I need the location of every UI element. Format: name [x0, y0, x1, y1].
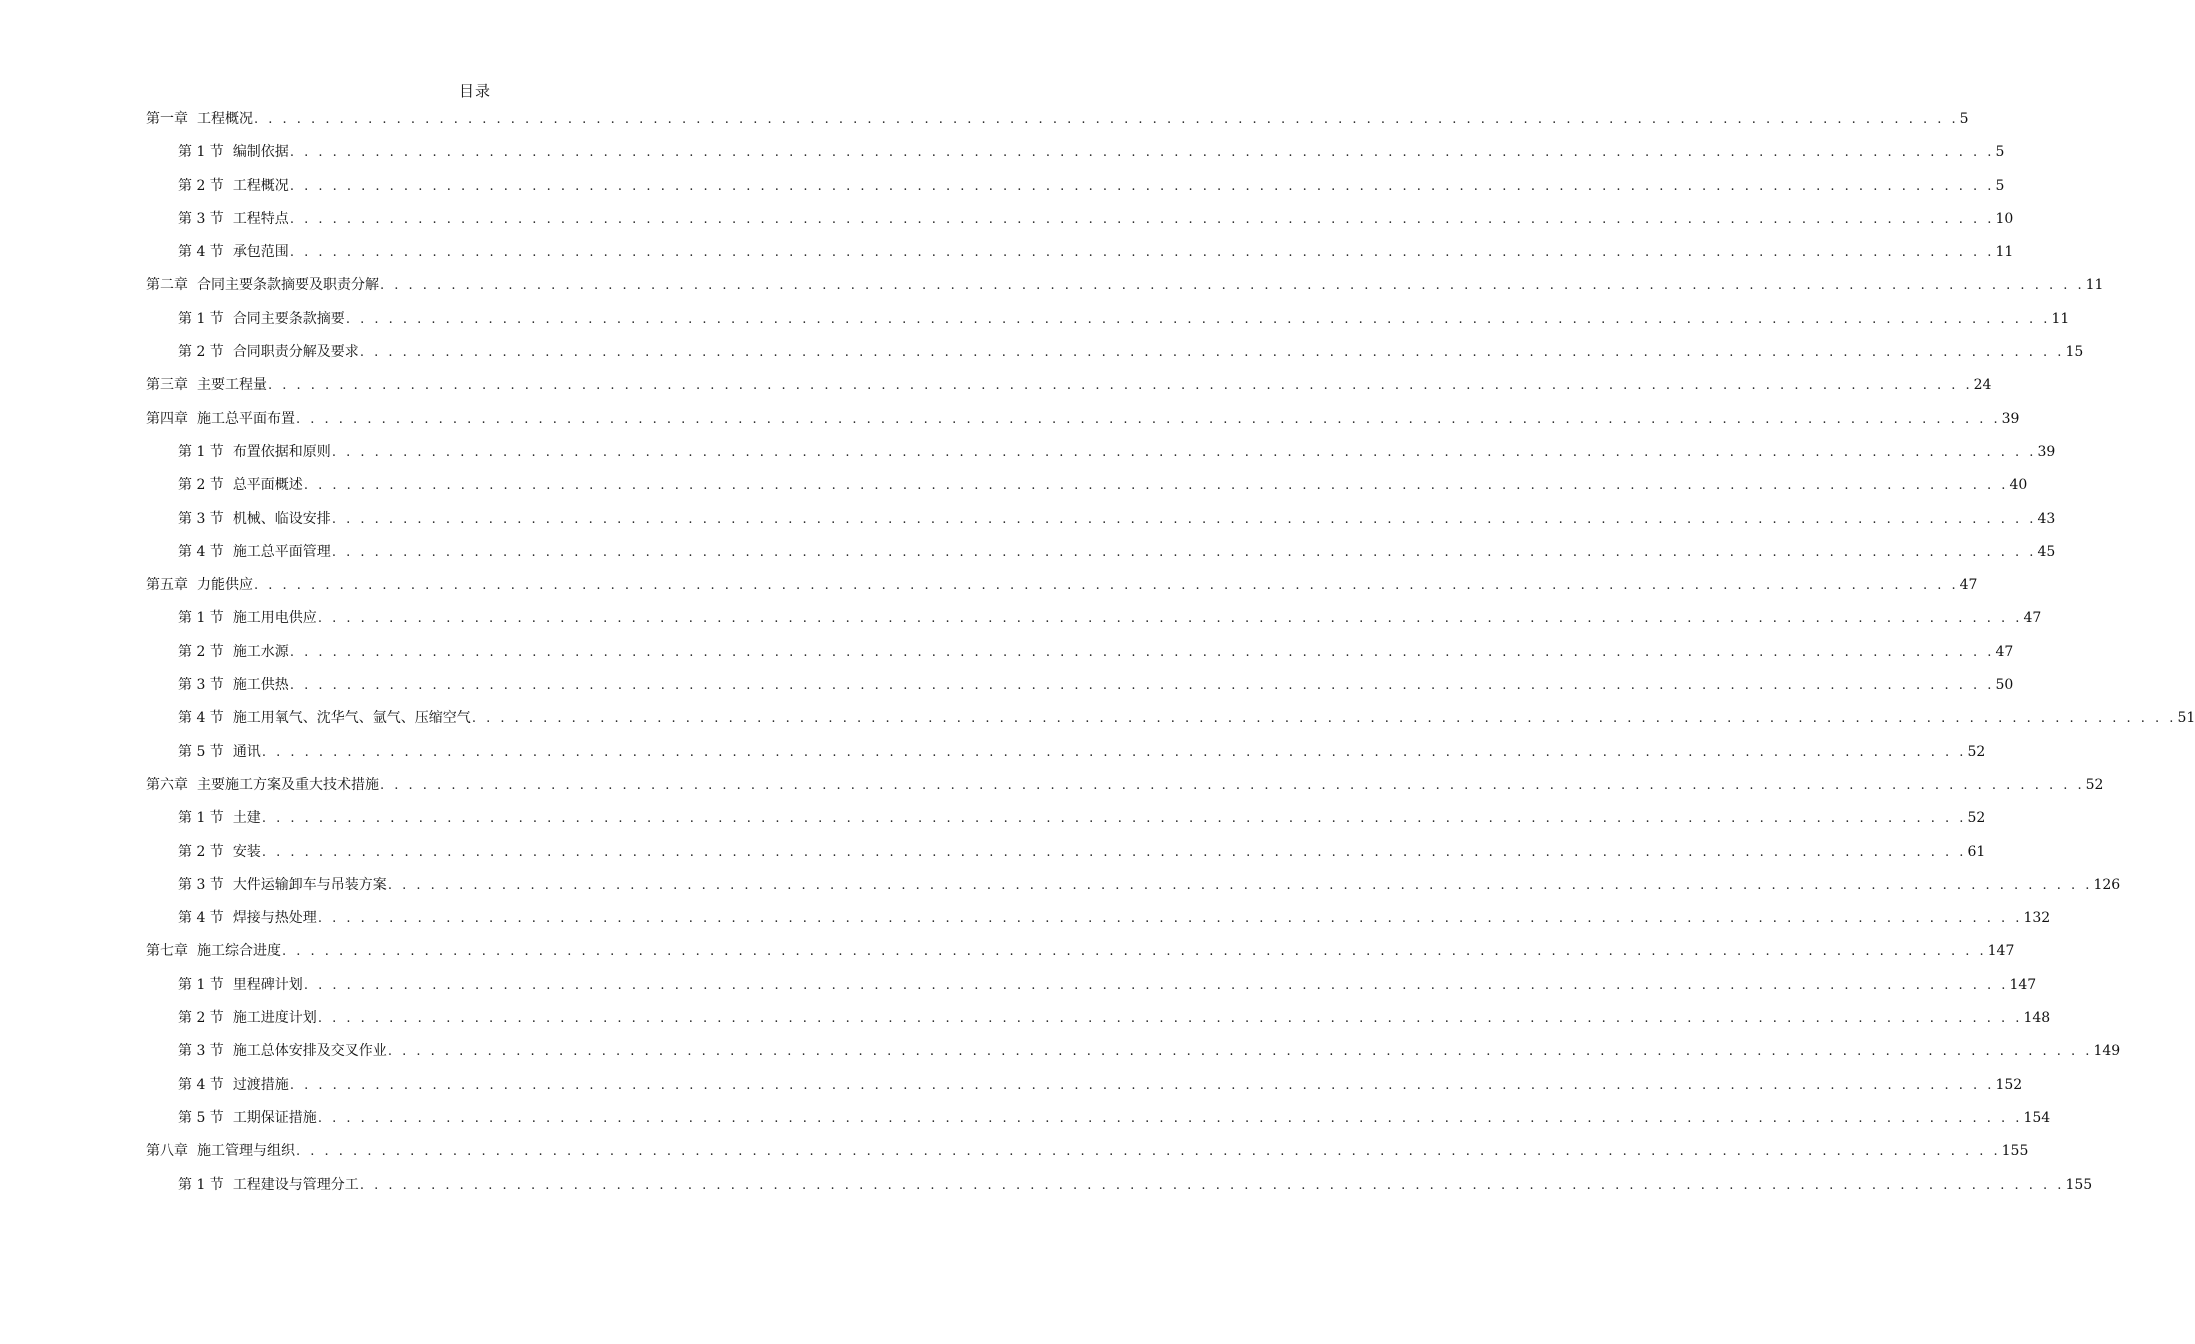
toc-entry-text: 焊接与热处理: [232, 910, 317, 927]
toc-entry-label: [178, 602, 317, 635]
toc-dot-leader: . . . . . . . . . . . . . . . . . . . . . . . . . . . . . . . . . . . . . . . . . . . . . . . . . . . . . . . . . . . . . . . . . . . . . . . . . . . . . . . . . . . . . . . . . . . . . . . . . . . . . . . . . . . . . . . . . . . . . . . .: [289, 678, 1995, 694]
toc-entry-section[interactable]: [146, 503, 2056, 536]
toc-entry-page-number: 148: [2023, 1010, 2051, 1027]
toc-entry-page-number: 52: [2085, 776, 2104, 793]
toc-entry-label: [178, 436, 331, 469]
toc-dot-leader: . . . . . . . . . . . . . . . . . . . . . . . . . . . . . . . . . . . . . . . . . . . . . . . . . . . . . . . . . . . . . . . . . . . . . . . . . . . . . . . . . . . . . . . . . . . . . . . . . . . . . . . . . . . . . . . . . . . . . . . .: [317, 911, 2023, 927]
toc-dot-leader: . . . . . . . . . . . . . . . . . . . . . . . . . . . . . . . . . . . . . . . . . . . . . . . . . . . . . . . . . . . . . . . . . . . . . . . . . . . . . . . . . . . . . . . . . . . . . . . . . . . . . . . . . . . . . . . . . . . . . . . .: [471, 711, 2177, 727]
toc-entry-page-number: 52: [1967, 810, 1986, 827]
toc-entry-section[interactable]: [146, 336, 2084, 369]
toc-entry-label: [146, 769, 379, 802]
toc-dot-leader: . . . . . . . . . . . . . . . . . . . . . . . . . . . . . . . . . . . . . . . . . . . . . . . . . . . . . . . . . . . . . . . . . . . . . . . . . . . . . . . . . . . . . . . . . . . . . . . . . . . . . . . . . . . . . . . . . . . . . . . .: [254, 112, 1959, 127]
toc-entry-label: [178, 669, 289, 702]
toc-entry-chapter[interactable]: [146, 369, 1992, 402]
toc-entry-number: 第 3 节: [178, 510, 224, 527]
toc-entry-page-number: 11: [2051, 310, 2070, 327]
toc-entry-label: [146, 269, 379, 302]
toc-entry-label: [178, 1035, 387, 1068]
toc-dot-leader: . . . . . . . . . . . . . . . . . . . . . . . . . . . . . . . . . . . . . . . . . . . . . . . . . . . . . . . . . . . . . . . . . . . . . . . . . . . . . . . . . . . . . . . . . . . . . . . . . . . . . . . . . . . . . . . . . . . . . . . .: [268, 378, 1973, 394]
toc-entry-section[interactable]: [146, 969, 2037, 1002]
toc-entry-text: 布置依据和原则: [232, 443, 331, 460]
toc-entry-label: [178, 969, 303, 1002]
toc-dot-leader: . . . . . . . . . . . . . . . . . . . . . . . . . . . . . . . . . . . . . . . . . . . . . . . . . . . . . . . . . . . . . . . . . . . . . . . . . . . . . . . . . . . . . . . . . . . . . . . . . . . . . . . . . . . . . . . . . . . . . . . .: [289, 211, 1995, 227]
toc-entry-label: [178, 1069, 289, 1102]
toc-entry-page-number: 155: [2001, 1143, 2029, 1160]
toc-entry-text: 工程建设与管理分工: [232, 1176, 359, 1193]
toc-entry-label: [178, 536, 331, 569]
toc-entry-text: 施工总平面管理: [232, 543, 331, 560]
toc-entry-page-number: 52: [1967, 743, 1986, 760]
toc-entry-text: 过渡措施: [232, 1076, 289, 1093]
toc-entry-label: [178, 636, 289, 669]
toc-entry-label: [178, 702, 471, 735]
toc-entry-label: [178, 836, 261, 869]
toc-entry-number: 第 2 节: [178, 344, 224, 361]
toc-entry-number: 第 2 节: [178, 843, 224, 860]
toc-entry-text: 工程特点: [232, 210, 289, 227]
toc-entry-page-number: 51: [2177, 710, 2195, 727]
toc-entry-section[interactable]: [146, 1035, 2121, 1068]
toc-entry-text: 工程概况: [232, 177, 289, 194]
toc-entry-number: 第 5 节: [178, 1109, 224, 1126]
toc-entry-number: 第 1 节: [178, 976, 224, 993]
toc-entry-number: 第 1 节: [178, 443, 224, 460]
toc-entry-number: 第四章: [146, 410, 188, 427]
toc-entry-section[interactable]: [146, 636, 2014, 669]
toc-entry-text: 里程碑计划: [232, 976, 303, 993]
toc-entry-page-number: 39: [2001, 410, 2020, 427]
toc-dot-leader: . . . . . . . . . . . . . . . . . . . . . . . . . . . . . . . . . . . . . . . . . . . . . . . . . . . . . . . . . . . . . . . . . . . . . . . . . . . . . . . . . . . . . . . . . . . . . . . . . . . . . . . . . . . . . . . . . . . . . . . .: [317, 1011, 2023, 1027]
toc-entry-page-number: 47: [1995, 643, 2014, 660]
toc-entry-text: 施工进度计划: [232, 1010, 317, 1027]
toc-entry-number: 第 1 节: [178, 144, 224, 161]
toc-entry-text: 安装: [232, 843, 261, 860]
toc-entry-label: [146, 1135, 295, 1168]
toc-entry-text: 主要施工方案及重大技术措施: [197, 776, 379, 793]
toc-entry-page-number: 43: [2037, 510, 2056, 527]
toc-entry-text: 编制依据: [232, 144, 289, 161]
toc-dot-leader: . . . . . . . . . . . . . . . . . . . . . . . . . . . . . . . . . . . . . . . . . . . . . . . . . . . . . . . . . . . . . . . . . . . . . . . . . . . . . . . . . . . . . . . . . . . . . . . . . . . . . . . . . . . . . . . . . . . . . . . .: [303, 478, 2009, 494]
toc-entry-section[interactable]: [146, 1002, 2051, 1035]
toc-entry-label: [146, 369, 267, 402]
toc-entry-section[interactable]: [146, 436, 2056, 469]
toc-entry-number: 第 1 节: [178, 810, 224, 827]
toc-entry-page-number: 5: [1959, 111, 1969, 127]
toc-dot-leader: . . . . . . . . . . . . . . . . . . . . . . . . . . . . . . . . . . . . . . . . . . . . . . . . . . . . . . . . . . . . . . . . . . . . . . . . . . . . . . . . . . . . . . . . . . . . . . . . . . . . . . . . . . . . . . . . . . . . . . . .: [331, 444, 2037, 460]
toc-entry-section[interactable]: [146, 802, 1986, 835]
toc-entry-page-number: 5: [1995, 144, 2005, 161]
toc-dot-leader: . . . . . . . . . . . . . . . . . . . . . . . . . . . . . . . . . . . . . . . . . . . . . . . . . . . . . . . . . . . . . . . . . . . . . . . . . . . . . . . . . . . . . . . . . . . . . . . . . . . . . . . . . . . . . . . . . . . . . . . .: [331, 511, 2037, 527]
toc-entry-number: 第 4 节: [178, 710, 224, 727]
toc-entry-page-number: 24: [1973, 377, 1992, 394]
toc-entry-label: [178, 236, 289, 269]
toc-entry-number: 第六章: [146, 776, 188, 793]
toc-entry-section[interactable]: [146, 303, 2070, 336]
toc-entry-label: [178, 203, 289, 236]
toc-entry-section[interactable]: [146, 736, 1986, 769]
toc-dot-leader: . . . . . . . . . . . . . . . . . . . . . . . . . . . . . . . . . . . . . . . . . . . . . . . . . . . . . . . . . . . . . . . . . . . . . . . . . . . . . . . . . . . . . . . . . . . . . . . . . . . . . . . . . . . . . . . . . . . . . . . .: [331, 544, 2037, 560]
toc-entry-page-number: 147: [2009, 976, 2037, 993]
toc-entry-text: 合同主要条款摘要及职责分解: [197, 277, 379, 294]
toc-title: 目录: [458, 82, 491, 100]
toc-entry-text: 主要工程量: [197, 377, 267, 394]
toc-entry-number: 第 2 节: [178, 643, 224, 660]
toc-entry-section[interactable]: [146, 869, 2121, 902]
toc-entry-chapter[interactable]: [146, 935, 2015, 968]
toc-entry-number: 第五章: [146, 577, 188, 594]
toc-entry-label: [178, 1102, 317, 1135]
toc-entry-number: 第 1 节: [178, 610, 224, 627]
toc-entry-text: 施工总体安排及交叉作业: [232, 1043, 387, 1060]
toc-entry-text: 土建: [232, 810, 261, 827]
toc-entry-text: 施工总平面布置: [197, 410, 295, 427]
toc-entry-section[interactable]: [146, 469, 2028, 502]
toc-entry-label: [146, 103, 253, 136]
toc-entry-text: 通讯: [232, 743, 261, 760]
toc-dot-leader: . . . . . . . . . . . . . . . . . . . . . . . . . . . . . . . . . . . . . . . . . . . . . . . . . . . . . . . . . . . . . . . . . . . . . . . . . . . . . . . . . . . . . . . . . . . . . . . . . . . . . . . . . . . . . . . . . . . . . . . .: [380, 278, 2085, 294]
toc-entry-label: [146, 935, 281, 968]
toc-entry-number: 第 4 节: [178, 1076, 224, 1093]
toc-dot-leader: . . . . . . . . . . . . . . . . . . . . . . . . . . . . . . . . . . . . . . . . . . . . . . . . . . . . . . . . . . . . . . . . . . . . . . . . . . . . . . . . . . . . . . . . . . . . . . . . . . . . . . . . . . . . . . . . . . . . . . . .: [317, 611, 2023, 627]
toc-entry-label: [178, 503, 331, 536]
toc-entry-label: [178, 1169, 359, 1202]
toc-entry-label: [178, 736, 261, 769]
toc-entry-chapter[interactable]: [146, 269, 2104, 302]
toc-dot-leader: . . . . . . . . . . . . . . . . . . . . . . . . . . . . . . . . . . . . . . . . . . . . . . . . . . . . . . . . . . . . . . . . . . . . . . . . . . . . . . . . . . . . . . . . . . . . . . . . . . . . . . . . . . . . . . . . . . . . . . . .: [345, 311, 2051, 327]
toc-entry-page-number: 126: [2093, 876, 2121, 893]
toc-entry-section[interactable]: [146, 702, 2195, 735]
toc-entry-label: [178, 1002, 317, 1035]
toc-entry-text: 施工用电供应: [232, 610, 317, 627]
toc-entry-page-number: 155: [2065, 1176, 2093, 1193]
toc-entry-chapter[interactable]: [146, 769, 2104, 802]
toc-entry-number: 第 1 节: [178, 1176, 224, 1193]
toc-entry-section[interactable]: [146, 203, 2014, 236]
toc-entry-label: [178, 902, 317, 935]
toc-entry-section[interactable]: [146, 1169, 2093, 1202]
toc-entry-text: 施工管理与组织: [197, 1143, 295, 1160]
toc-entry-number: 第 4 节: [178, 543, 224, 560]
toc-entry-chapter[interactable]: [146, 1135, 2029, 1168]
toc-entry-label: [178, 336, 359, 369]
toc-entry-label: [146, 403, 295, 436]
toc-entry-text: 总平面概述: [232, 477, 303, 494]
toc-dot-leader: . . . . . . . . . . . . . . . . . . . . . . . . . . . . . . . . . . . . . . . . . . . . . . . . . . . . . . . . . . . . . . . . . . . . . . . . . . . . . . . . . . . . . . . . . . . . . . . . . . . . . . . . . . . . . . . . . . . . . . . .: [303, 977, 2009, 993]
toc-dot-leader: . . . . . . . . . . . . . . . . . . . . . . . . . . . . . . . . . . . . . . . . . . . . . . . . . . . . . . . . . . . . . . . . . . . . . . . . . . . . . . . . . . . . . . . . . . . . . . . . . . . . . . . . . . . . . . . . . . . . . . . .: [387, 877, 2093, 893]
toc-dot-leader: . . . . . . . . . . . . . . . . . . . . . . . . . . . . . . . . . . . . . . . . . . . . . . . . . . . . . . . . . . . . . . . . . . . . . . . . . . . . . . . . . . . . . . . . . . . . . . . . . . . . . . . . . . . . . . . . . . . . . . . .: [296, 411, 2001, 427]
toc-entry-page-number: 15: [2065, 344, 2084, 361]
toc-dot-leader: . . . . . . . . . . . . . . . . . . . . . . . . . . . . . . . . . . . . . . . . . . . . . . . . . . . . . . . . . . . . . . . . . . . . . . . . . . . . . . . . . . . . . . . . . . . . . . . . . . . . . . . . . . . . . . . . . . . . . . . .: [296, 1144, 2001, 1160]
toc-entry-page-number: 47: [1959, 577, 1978, 594]
toc-entry-number: 第八章: [146, 1143, 188, 1160]
toc-entry-number: 第 3 节: [178, 210, 224, 227]
toc-entry-number: 第 2 节: [178, 177, 224, 194]
toc-entry-label: [178, 469, 303, 502]
toc-entry-section[interactable]: [146, 836, 1986, 869]
toc-entry-label: [146, 569, 253, 602]
toc-entry-page-number: 10: [1995, 210, 2014, 227]
toc-entry-page-number: 132: [2023, 910, 2051, 927]
toc-entry-number: 第 3 节: [178, 1043, 224, 1060]
toc-entry-text: 合同主要条款摘要: [232, 310, 345, 327]
toc-dot-leader: . . . . . . . . . . . . . . . . . . . . . . . . . . . . . . . . . . . . . . . . . . . . . . . . . . . . . . . . . . . . . . . . . . . . . . . . . . . . . . . . . . . . . . . . . . . . . . . . . . . . . . . . . . . . . . . . . . . . . . . .: [282, 944, 1987, 960]
toc-entry-page-number: 154: [2023, 1109, 2051, 1126]
toc-entry-page-number: 61: [1967, 843, 1986, 860]
toc-entry-text: 施工水源: [232, 643, 289, 660]
toc-entry-page-number: 149: [2093, 1043, 2121, 1060]
toc-entry-page-number: 11: [2085, 277, 2104, 294]
toc-entry-text: 施工供热: [232, 677, 289, 694]
toc-entry-section[interactable]: [146, 536, 2056, 569]
toc-entry-page-number: 47: [2023, 610, 2042, 627]
toc-entry-number: 第三章: [146, 377, 188, 394]
toc-entry-number: 第 4 节: [178, 244, 224, 261]
toc-dot-leader: . . . . . . . . . . . . . . . . . . . . . . . . . . . . . . . . . . . . . . . . . . . . . . . . . . . . . . . . . . . . . . . . . . . . . . . . . . . . . . . . . . . . . . . . . . . . . . . . . . . . . . . . . . . . . . . . . . . . . . . .: [359, 1177, 2065, 1193]
toc-entry-page-number: 11: [1995, 244, 2014, 261]
toc-entry-label: [178, 136, 289, 169]
toc-entry-chapter[interactable]: [146, 103, 1969, 136]
toc-entry-number: 第 4 节: [178, 910, 224, 927]
toc-dot-leader: . . . . . . . . . . . . . . . . . . . . . . . . . . . . . . . . . . . . . . . . . . . . . . . . . . . . . . . . . . . . . . . . . . . . . . . . . . . . . . . . . . . . . . . . . . . . . . . . . . . . . . . . . . . . . . . . . . . . . . . .: [261, 811, 1967, 827]
toc-entry-section[interactable]: [146, 170, 2005, 203]
toc-entry-section[interactable]: [146, 602, 2042, 635]
toc-dot-leader: . . . . . . . . . . . . . . . . . . . . . . . . . . . . . . . . . . . . . . . . . . . . . . . . . . . . . . . . . . . . . . . . . . . . . . . . . . . . . . . . . . . . . . . . . . . . . . . . . . . . . . . . . . . . . . . . . . . . . . . .: [380, 777, 2085, 793]
toc-entry-text: 施工综合进度: [197, 943, 281, 960]
toc-entry-text: 施工用氧气、沈华气、氩气、压缩空气: [232, 710, 471, 727]
toc-entry-page-number: 45: [2037, 543, 2056, 560]
toc-entry-text: 合同职责分解及要求: [232, 344, 359, 361]
toc-entry-text: 大件运输卸车与吊装方案: [232, 876, 387, 893]
toc-entry-section[interactable]: [146, 1102, 2051, 1135]
toc-list: [146, 103, 2195, 1202]
toc-dot-leader: . . . . . . . . . . . . . . . . . . . . . . . . . . . . . . . . . . . . . . . . . . . . . . . . . . . . . . . . . . . . . . . . . . . . . . . . . . . . . . . . . . . . . . . . . . . . . . . . . . . . . . . . . . . . . . . . . . . . . . . .: [289, 1077, 1995, 1093]
toc-entry-label: [178, 170, 289, 203]
toc-dot-leader: . . . . . . . . . . . . . . . . . . . . . . . . . . . . . . . . . . . . . . . . . . . . . . . . . . . . . . . . . . . . . . . . . . . . . . . . . . . . . . . . . . . . . . . . . . . . . . . . . . . . . . . . . . . . . . . . . . . . . . . .: [387, 1044, 2093, 1060]
toc-entry-text: 机械、临设安排: [232, 510, 331, 527]
toc-dot-leader: . . . . . . . . . . . . . . . . . . . . . . . . . . . . . . . . . . . . . . . . . . . . . . . . . . . . . . . . . . . . . . . . . . . . . . . . . . . . . . . . . . . . . . . . . . . . . . . . . . . . . . . . . . . . . . . . . . . . . . . .: [289, 644, 1995, 660]
toc-entry-section[interactable]: [146, 236, 2014, 269]
toc-dot-leader: . . . . . . . . . . . . . . . . . . . . . . . . . . . . . . . . . . . . . . . . . . . . . . . . . . . . . . . . . . . . . . . . . . . . . . . . . . . . . . . . . . . . . . . . . . . . . . . . . . . . . . . . . . . . . . . . . . . . . . . .: [254, 578, 1959, 594]
toc-entry-label: [178, 869, 387, 902]
toc-entry-number: 第 2 节: [178, 1010, 224, 1027]
toc-entry-chapter[interactable]: [146, 403, 2020, 436]
toc-dot-leader: . . . . . . . . . . . . . . . . . . . . . . . . . . . . . . . . . . . . . . . . . . . . . . . . . . . . . . . . . . . . . . . . . . . . . . . . . . . . . . . . . . . . . . . . . . . . . . . . . . . . . . . . . . . . . . . . . . . . . . . .: [289, 245, 1995, 261]
toc-entry-page-number: 39: [2037, 443, 2056, 460]
toc-dot-leader: . . . . . . . . . . . . . . . . . . . . . . . . . . . . . . . . . . . . . . . . . . . . . . . . . . . . . . . . . . . . . . . . . . . . . . . . . . . . . . . . . . . . . . . . . . . . . . . . . . . . . . . . . . . . . . . . . . . . . . . .: [289, 178, 1995, 194]
toc-entry-page-number: 5: [1995, 177, 2005, 194]
toc-entry-page-number: 50: [1995, 677, 2014, 694]
toc-dot-leader: . . . . . . . . . . . . . . . . . . . . . . . . . . . . . . . . . . . . . . . . . . . . . . . . . . . . . . . . . . . . . . . . . . . . . . . . . . . . . . . . . . . . . . . . . . . . . . . . . . . . . . . . . . . . . . . . . . . . . . . .: [261, 844, 1967, 860]
toc-entry-label: [178, 303, 345, 336]
toc-entry-number: 第 1 节: [178, 310, 224, 327]
toc-entry-number: 第 3 节: [178, 677, 224, 694]
toc-entry-number: 第 2 节: [178, 477, 224, 494]
toc-dot-leader: . . . . . . . . . . . . . . . . . . . . . . . . . . . . . . . . . . . . . . . . . . . . . . . . . . . . . . . . . . . . . . . . . . . . . . . . . . . . . . . . . . . . . . . . . . . . . . . . . . . . . . . . . . . . . . . . . . . . . . . .: [317, 1110, 2023, 1126]
toc-entry-section[interactable]: [146, 136, 2005, 169]
toc-entry-chapter[interactable]: [146, 569, 1978, 602]
toc-entry-number: 第七章: [146, 943, 188, 960]
toc-entry-page-number: 40: [2009, 477, 2028, 494]
toc-entry-label: [178, 802, 261, 835]
toc-entry-text: 力能供应: [197, 577, 253, 594]
toc-entry-section[interactable]: [146, 669, 2014, 702]
toc-entry-number: 第 5 节: [178, 743, 224, 760]
toc-entry-number: 第 3 节: [178, 876, 224, 893]
toc-entry-page-number: 147: [1987, 943, 2015, 960]
toc-entry-text: 承包范围: [232, 244, 289, 261]
toc-dot-leader: . . . . . . . . . . . . . . . . . . . . . . . . . . . . . . . . . . . . . . . . . . . . . . . . . . . . . . . . . . . . . . . . . . . . . . . . . . . . . . . . . . . . . . . . . . . . . . . . . . . . . . . . . . . . . . . . . . . . . . . .: [261, 744, 1967, 760]
toc-entry-page-number: 152: [1995, 1076, 2023, 1093]
toc-entry-text: 工程概况: [197, 111, 253, 127]
toc-entry-number: 第一章: [146, 111, 188, 127]
toc-dot-leader: . . . . . . . . . . . . . . . . . . . . . . . . . . . . . . . . . . . . . . . . . . . . . . . . . . . . . . . . . . . . . . . . . . . . . . . . . . . . . . . . . . . . . . . . . . . . . . . . . . . . . . . . . . . . . . . . . . . . . . . .: [359, 345, 2065, 361]
toc-entry-section[interactable]: [146, 902, 2051, 935]
toc-entry-section[interactable]: [146, 1069, 2023, 1102]
toc-entry-number: 第二章: [146, 277, 188, 294]
toc-dot-leader: . . . . . . . . . . . . . . . . . . . . . . . . . . . . . . . . . . . . . . . . . . . . . . . . . . . . . . . . . . . . . . . . . . . . . . . . . . . . . . . . . . . . . . . . . . . . . . . . . . . . . . . . . . . . . . . . . . . . . . . .: [289, 145, 1995, 161]
toc-entry-text: 工期保证措施: [232, 1109, 317, 1126]
